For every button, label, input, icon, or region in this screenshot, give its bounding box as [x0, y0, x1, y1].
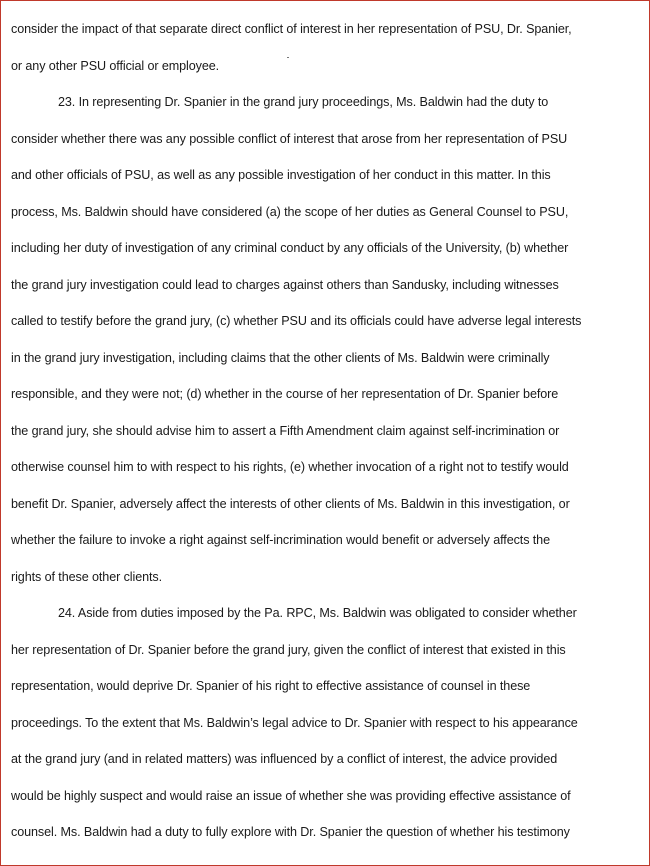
paragraph-24 — [11, 595, 641, 851]
text-line: responsible, and they were not; (d) whether in the course of her representation of Dr. Spanier before — [11, 387, 559, 401]
text-line: whether the failure to invoke a right against self-incrimination would benefit or adversely affects the — [11, 533, 550, 547]
text-line: including her duty of investigation of any criminal conduct by any officials of the University, (b) whether — [11, 241, 569, 255]
text-line: or any other PSU official or employee. — [11, 58, 220, 73]
text-line: benefit Dr. Spanier, adversely affect the interests of other clients of Ms. Baldwin in this investigation, or — [11, 496, 570, 511]
text-line: 24. Aside from duties imposed by the Pa. RPC, Ms. Baldwin was obligated to consider whether — [58, 606, 577, 620]
text-line: at the grand jury (and in related matters) was influenced by a conflict of interest, the advice provided — [11, 752, 558, 766]
paragraph-23 — [11, 84, 641, 595]
text-line: and other officials of PSU, as well as any possible investigation of her conduct in this matter. In this — [11, 168, 551, 182]
text-line: proceedings. To the extent that Ms. Baldwin’s legal advice to Dr. Spanier with respect to his appearance — [11, 715, 578, 730]
text-line: in the grand jury investigation, including claims that the other clients of Ms. Baldwin were criminally — [11, 350, 550, 365]
text-line: 23. In representing Dr. Spanier in the grand jury proceedings, Ms. Baldwin had the duty to — [58, 95, 549, 109]
text-line: the grand jury, she should advise him to assert a Fifth Amendment claim against self-incrimination or — [11, 423, 560, 438]
text-line: process, Ms. Baldwin should have considered (a) the scope of her duties as General Counsel to PSU, — [11, 204, 569, 219]
document-body — [11, 11, 641, 851]
text-line: the grand jury investigation could lead to charges against others than Sandusky, including witnesses — [11, 277, 559, 292]
text-line: consider whether there was any possible conflict of interest that arose from her representation of PSU — [11, 131, 568, 146]
text-line: counsel. Ms. Baldwin had a duty to fully explore with Dr. Spanier the question of whether his testimony — [11, 825, 570, 839]
carryover-paragraph — [11, 11, 641, 84]
text-line: representation, would deprive Dr. Spanier of his right to effective assistance of counsel in these — [11, 679, 531, 693]
text-line: consider the impact of that separate direct conflict of interest in her representation of PSU, Dr. Spanier, — [11, 22, 572, 36]
text-line: rights of these other clients. — [11, 569, 163, 584]
text-line: otherwise counsel him to with respect to his rights, (e) whether invocation of a right not to testify would — [11, 460, 569, 474]
text-line: would be highly suspect and would raise an issue of whether she was providing effective assistance of — [11, 788, 571, 803]
text-line: her representation of Dr. Spanier before the grand jury, given the conflict of interest that existed in this — [11, 642, 566, 657]
text-line: called to testify before the grand jury, (c) whether PSU and its officials could have adverse legal interests — [11, 314, 582, 328]
